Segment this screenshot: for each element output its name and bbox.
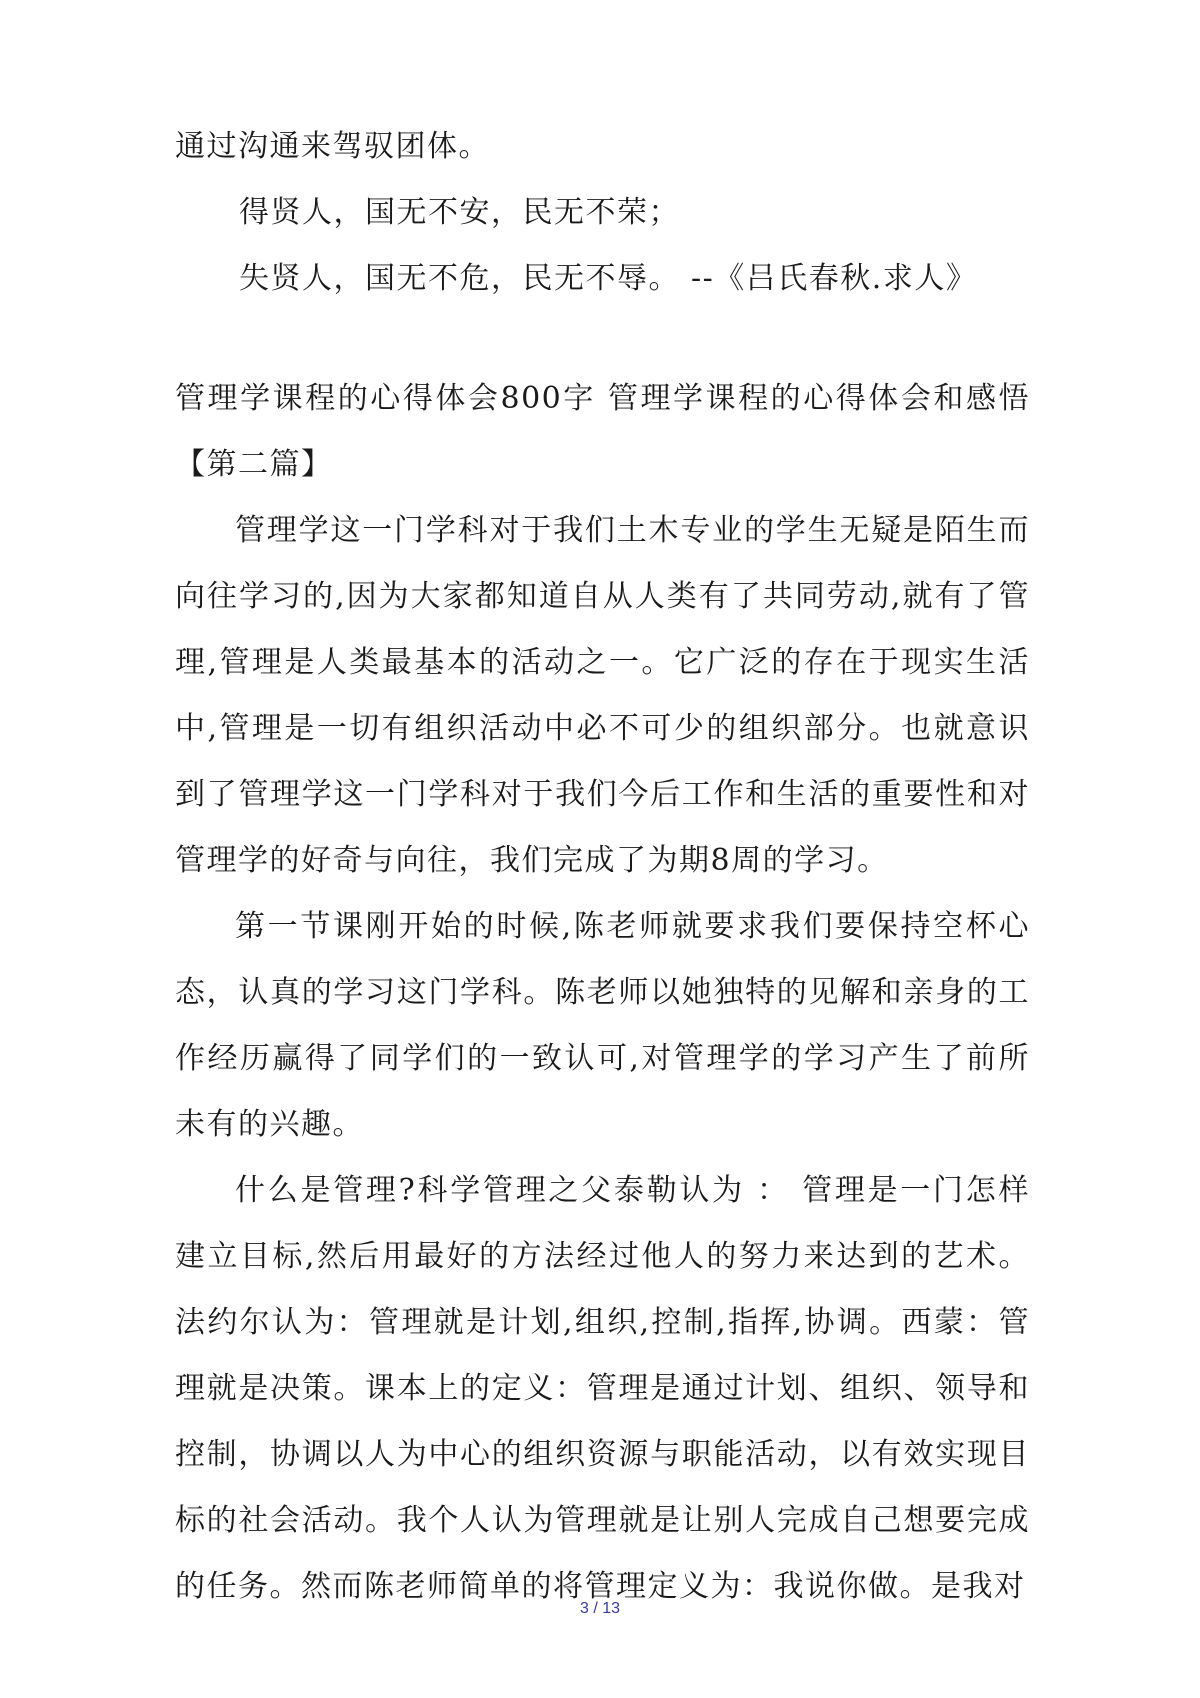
article-paragraph-3: 什么是管理?科学管理之父泰勒认为 ： 管理是一门怎样建立目标,然后用最好的方法经过他人的努力来达到的艺术。法约尔认为：管理就是计划,组织,控制,指挥,协调。西蒙：管理就是决策。课本上的定义：管理是通过计划、组织、领导和控制，协调以人为中心的组织资源与职能活动，以有效实现目标的社会活动。我个人认为管理就是让别人完成自己想要完成的任务。然而陈老师简单的将管理定义为：我说你做。是我对 [175, 1173, 1030, 1604]
page-number: 3 / 13 [579, 1600, 621, 1617]
article-paragraph-1: 管理学这一门学科对于我们土木专业的学生无疑是陌生而向往学习的,因为大家都知道自从人类有了共同劳动,就有了管理,管理是人类最基本的活动之一。它广泛的存在于现实生活中,管理是一切有组织活动中必不可少的组织部分。也就意识到了管理学这一门学科对于我们今后工作和生活的重要性和对管理学的好奇与向往，我们完成了为期8周的学习。 [175, 513, 1030, 878]
quote-line-2: 失贤人，国无不危，民无不辱。 --《吕氏春秋.求人》 [239, 261, 978, 296]
article-block [175, 366, 1030, 1620]
continuation-text-block [175, 114, 1030, 180]
quote-line-1: 得贤人，国无不安，民无不荣； [239, 195, 680, 230]
continuation-paragraph: 通过沟通来驾驭团体。 [175, 129, 490, 164]
quote-block [175, 180, 1030, 312]
article-title: 管理学课程的心得体会800字 管理学课程的心得体会和感悟【第二篇】 [175, 381, 1030, 482]
article-paragraph-2: 第一节课刚开始的时候,陈老师就要求我们要保持空杯心态，认真的学习这门学科。陈老师以她独特的见解和亲身的工作经历赢得了同学们的一致认可,对管理学的学习产生了前所未有的兴趣。 [175, 909, 1030, 1142]
